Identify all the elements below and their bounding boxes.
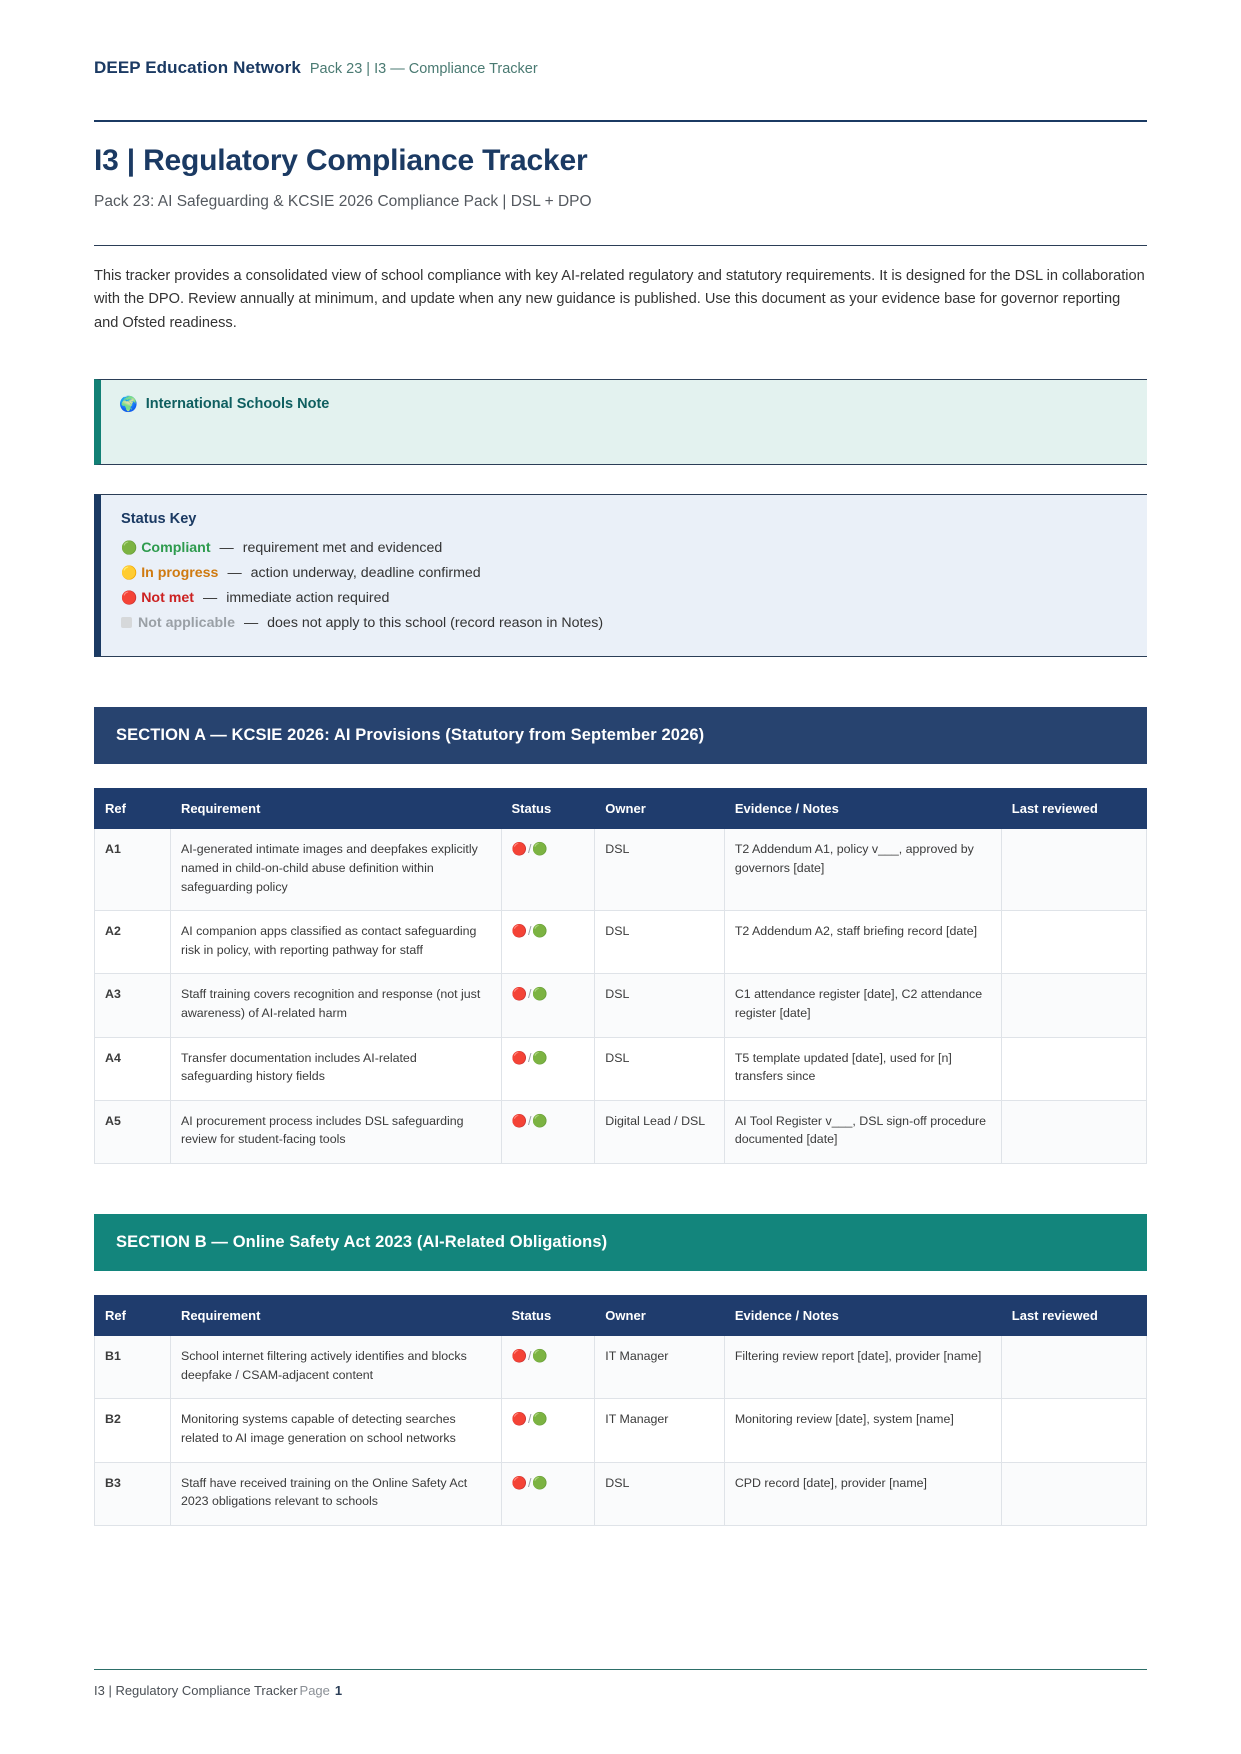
cell-owner: DSL (595, 1462, 725, 1525)
table-row (95, 1100, 1147, 1163)
cell-owner: IT Manager (595, 1399, 725, 1462)
status-dash: — (227, 565, 242, 582)
status-key-title: Status Key (121, 511, 197, 528)
cell-last-reviewed[interactable] (1001, 1399, 1146, 1462)
status-key-item-compliant (121, 536, 1129, 561)
red-circle-icon: 🔴 (511, 1475, 527, 1490)
cell-evidence: CPD record [date], provider [name] (724, 1462, 1001, 1525)
intro-divider (94, 245, 1147, 246)
green-circle-icon: 🟢 (532, 1475, 548, 1490)
cell-requirement: Staff training covers recognition and response (not just awareness) of AI-related harm (170, 974, 501, 1037)
cell-evidence: Filtering review report [date], provider [name] (724, 1336, 1001, 1399)
yellow-circle-icon: 🟡 (121, 565, 138, 581)
red-circle-icon: 🔴 (511, 1113, 527, 1128)
status-label: Not applicable (138, 615, 235, 632)
cell-status[interactable]: 🔴/🟢 (501, 974, 595, 1037)
footer-page-number: 1 (334, 1683, 343, 1698)
cell-ref: A1 (95, 829, 171, 911)
column-header-last-reviewed: Last reviewed (1001, 789, 1146, 829)
red-circle-icon: 🔴 (511, 1050, 527, 1065)
cell-requirement: AI procurement process includes DSL safeguarding review for student-facing tools (170, 1100, 501, 1163)
footer-line (94, 1683, 1147, 1698)
column-header-status: Status (501, 1296, 595, 1336)
cell-requirement: Transfer documentation includes AI-related safeguarding history fields (170, 1037, 501, 1100)
status-description: requirement met and evidenced (242, 540, 443, 557)
cell-status[interactable]: 🔴/🟢 (501, 1399, 595, 1462)
cell-ref: A4 (95, 1037, 171, 1100)
cell-last-reviewed[interactable] (1001, 1100, 1146, 1163)
status-dash: — (243, 615, 259, 632)
cell-status[interactable]: 🔴/🟢 (501, 1462, 595, 1525)
column-header-evidence: Evidence / Notes (724, 1296, 1001, 1336)
page-subtitle: Pack 23: AI Safeguarding & KCSIE 2026 Compliance Pack | DSL + DPO (94, 192, 592, 210)
table-row (95, 1399, 1147, 1462)
table-row (95, 1336, 1147, 1399)
column-header-status: Status (501, 789, 595, 829)
footer-page-label: Page (299, 1683, 330, 1698)
green-circle-icon: 🟢 (532, 987, 548, 1002)
cell-last-reviewed[interactable] (1001, 911, 1146, 974)
section-b-band: SECTION B — Online Safety Act 2023 (AI-Related Obligations) (94, 1214, 1147, 1271)
table-header-row (95, 789, 1147, 829)
cell-owner: DSL (595, 829, 725, 911)
cell-ref: A2 (95, 911, 171, 974)
status-dash: — (203, 590, 218, 607)
cell-evidence: T2 Addendum A1, policy v___, approved by governors [date] (724, 829, 1001, 911)
status-key-item-in-progress (121, 561, 1129, 586)
brand-name: DEEP Education Network (94, 58, 301, 77)
table-row (95, 1462, 1147, 1525)
column-header-ref: Ref (95, 789, 171, 829)
red-circle-icon: 🔴 (511, 987, 527, 1002)
status-key-item-not-applicable (121, 611, 1129, 636)
red-circle-icon: 🔴 (511, 1349, 527, 1364)
section-b-table (94, 1295, 1147, 1526)
status-key-item-not-met (121, 586, 1129, 611)
page-footer (94, 1669, 1147, 1698)
cell-status[interactable]: 🔴/🟢 (501, 1336, 595, 1399)
cell-requirement: School internet filtering actively identifies and blocks deepfake / CSAM-adjacent content (170, 1336, 501, 1399)
footer-divider (94, 1669, 1147, 1670)
table-row (95, 974, 1147, 1037)
cell-last-reviewed[interactable] (1001, 1336, 1146, 1399)
cell-evidence: C1 attendance register [date], C2 attendance register [date] (724, 974, 1001, 1037)
cell-last-reviewed[interactable] (1001, 829, 1146, 911)
international-schools-callout (94, 379, 1147, 465)
column-header-owner: Owner (595, 1296, 725, 1336)
cell-evidence: T5 template updated [date], used for [n] transfers since (724, 1037, 1001, 1100)
cell-evidence: T2 Addendum A2, staff briefing record [date] (724, 911, 1001, 974)
green-circle-icon: 🟢 (532, 1113, 548, 1128)
section-a-table (94, 788, 1147, 1164)
table-header-row (95, 1296, 1147, 1336)
green-circle-icon: 🟢 (532, 1412, 548, 1427)
red-circle-icon: 🔴 (121, 590, 138, 606)
status-description: does not apply to this school (record reason in Notes) (267, 615, 604, 632)
column-header-owner: Owner (595, 789, 725, 829)
intro-paragraph: This tracker provides a consolidated view of school compliance with key AI-related regulatory and statutory requirements. It is designed for the DSL in collaboration with the DPO. Review annually at minimum, and update when any new guidance is published. Use this document as your evidence base for governor reporting and Ofsted readiness. (94, 267, 1145, 331)
cell-owner: DSL (595, 911, 725, 974)
green-circle-icon: 🟢 (532, 842, 548, 857)
callout-title: International Schools Note (145, 396, 330, 413)
cell-ref: A5 (95, 1100, 171, 1163)
globe-icon: 🌍 (119, 395, 138, 413)
cell-owner: DSL (595, 974, 725, 1037)
red-circle-icon: 🔴 (511, 1412, 527, 1427)
cell-requirement: Staff have received training on the Online Safety Act 2023 obligations relevant to schools (170, 1462, 501, 1525)
red-circle-icon: 🔴 (511, 842, 527, 857)
cell-ref: B1 (95, 1336, 171, 1399)
table-row (95, 829, 1147, 911)
cell-status[interactable]: 🔴/🟢 (501, 911, 595, 974)
cell-evidence: AI Tool Register v___, DSL sign-off procedure documented [date] (724, 1100, 1001, 1163)
cell-status[interactable]: 🔴/🟢 (501, 829, 595, 911)
green-circle-icon: 🟢 (532, 1050, 548, 1065)
cell-requirement: Monitoring systems capable of detecting searches related to AI image generation on school networks (170, 1399, 501, 1462)
column-header-last-reviewed: Last reviewed (1001, 1296, 1146, 1336)
status-description: action underway, deadline confirmed (250, 565, 481, 582)
cell-owner: IT Manager (595, 1336, 725, 1399)
column-header-requirement: Requirement (170, 789, 501, 829)
status-label: Not met (141, 590, 194, 607)
cell-evidence: Monitoring review [date], system [name] (724, 1399, 1001, 1462)
green-circle-icon: 🟢 (121, 540, 138, 556)
green-circle-icon: 🟢 (532, 1349, 548, 1364)
table-row (95, 911, 1147, 974)
cell-ref: A3 (95, 974, 171, 1037)
cell-last-reviewed[interactable] (1001, 974, 1146, 1037)
footer-document-name: I3 | Regulatory Compliance Tracker (94, 1683, 298, 1698)
status-dash: — (219, 540, 234, 557)
status-description: immediate action required (226, 590, 390, 607)
column-header-ref: Ref (95, 1296, 171, 1336)
column-header-requirement: Requirement (170, 1296, 501, 1336)
column-header-evidence: Evidence / Notes (724, 789, 1001, 829)
cell-ref: B3 (95, 1462, 171, 1525)
cell-last-reviewed[interactable] (1001, 1037, 1146, 1100)
green-circle-icon: 🟢 (532, 924, 548, 939)
cell-owner: DSL (595, 1037, 725, 1100)
table-row (95, 1037, 1147, 1100)
cell-status[interactable]: 🔴/🟢 (501, 1037, 595, 1100)
status-key-box (94, 494, 1147, 657)
page-title: I3 | Regulatory Compliance Tracker (94, 144, 588, 177)
header-meta: Pack 23 | I3 — Compliance Tracker (309, 61, 538, 77)
callout-header (119, 396, 1129, 412)
red-circle-icon: 🔴 (511, 924, 527, 939)
cell-requirement: AI-generated intimate images and deepfakes explicitly named in child-on-child abuse definition within safeguarding policy (170, 829, 501, 911)
running-header (94, 58, 1147, 78)
status-label: Compliant (141, 540, 211, 557)
cell-last-reviewed[interactable] (1001, 1462, 1146, 1525)
cell-owner: Digital Lead / DSL (595, 1100, 725, 1163)
cell-ref: B2 (95, 1399, 171, 1462)
title-divider (94, 120, 1147, 122)
cell-requirement: AI companion apps classified as contact safeguarding risk in policy, with reporting pathway for staff (170, 911, 501, 974)
status-label: In progress (141, 565, 219, 582)
grey-square-icon (121, 617, 132, 628)
section-a-band: SECTION A — KCSIE 2026: AI Provisions (Statutory from September 2026) (94, 707, 1147, 764)
cell-status[interactable]: 🔴/🟢 (501, 1100, 595, 1163)
